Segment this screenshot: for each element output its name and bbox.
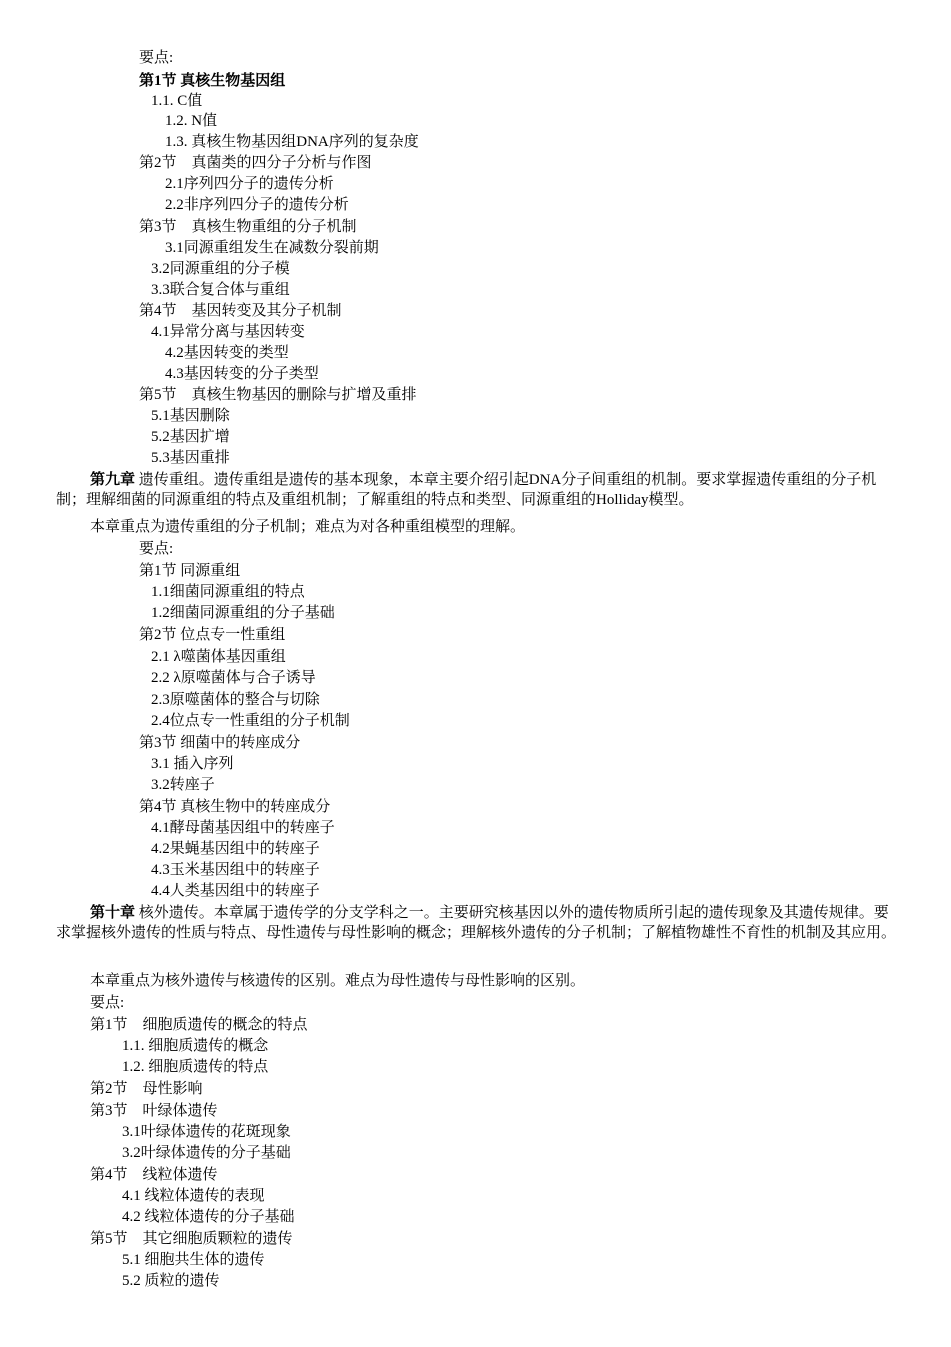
subsection: 5.2基因扩增 — [151, 429, 230, 445]
subsection: 4.3玉米基因组中的转座子 — [151, 862, 320, 878]
section-heading: 第1节 同源重组 — [139, 563, 241, 579]
section-heading: 第1节 真核生物基因组 — [139, 73, 286, 89]
subsection: 4.3基因转变的分子类型 — [165, 366, 319, 382]
key-points-label: 要点: — [139, 50, 174, 66]
subsection: 4.4人类基因组中的转座子 — [151, 883, 320, 899]
chapter-focus-text: 本章重点为核外遗传与核遗传的区别。难点为母性遗传与母性影响的区别。 — [90, 973, 586, 989]
subsection: 2.1序列四分子的遗传分析 — [165, 176, 334, 192]
section-heading: 第2节 位点专一性重组 — [139, 627, 286, 643]
subsection: 4.1 线粒体遗传的表现 — [122, 1188, 265, 1204]
chapter-intro-text: 核外遗传。本章属于遗传学的分支学科之一。主要研究核基因以外的遗传物质所引起的遗传现象及其遗传规律。要求掌握核外遗传的性质与特点、母性遗传与母性影响的概念；理解核外遗传的分子机制；了解植物雄性不育性的机制及其应用。 — [56, 905, 897, 941]
subsection: 1.1. 细胞质遗传的概念 — [122, 1038, 269, 1054]
chapter-focus-text: 本章重点为遗传重组的分子机制；难点为对各种重组模型的理解。 — [90, 519, 526, 535]
section-heading: 第5节 其它细胞质颗粒的遗传 — [90, 1231, 293, 1247]
section-heading: 第2节 真菌类的四分子分析与作图 — [139, 155, 372, 171]
subsection: 3.2同源重组的分子模 — [151, 261, 290, 277]
subsection: 4.2 线粒体遗传的分子基础 — [122, 1209, 295, 1225]
subsection: 5.1基因删除 — [151, 408, 230, 424]
subsection: 4.1异常分离与基因转变 — [151, 324, 305, 340]
subsection: 3.3联合复合体与重组 — [151, 282, 290, 298]
subsection: 3.1叶绿体遗传的花斑现象 — [122, 1124, 291, 1140]
chapter-title: 第九章 — [90, 472, 136, 488]
section-heading: 第1节 细胞质遗传的概念的特点 — [90, 1017, 308, 1033]
subsection: 1.3. 真核生物基因组DNA序列的复杂度 — [165, 134, 419, 150]
subsection: 4.1酵母菌基因组中的转座子 — [151, 820, 335, 836]
subsection: 2.3原噬菌体的整合与切除 — [151, 692, 320, 708]
chapter-intro-paragraph — [56, 470, 896, 510]
section-heading: 第3节 叶绿体遗传 — [90, 1103, 218, 1119]
subsection: 2.1 λ噬菌体基因重组 — [151, 649, 286, 665]
subsection: 2.4位点专一性重组的分子机制 — [151, 713, 350, 729]
key-points-label: 要点: — [90, 995, 125, 1011]
subsection: 2.2非序列四分子的遗传分析 — [165, 197, 349, 213]
subsection: 5.3基因重排 — [151, 450, 230, 466]
section-heading: 第3节 细菌中的转座成分 — [139, 735, 301, 751]
key-points-label: 要点: — [139, 541, 174, 557]
subsection: 1.1细菌同源重组的特点 — [151, 584, 305, 600]
section-heading: 第3节 真核生物重组的分子机制 — [139, 219, 357, 235]
subsection: 1.1. C值 — [151, 93, 203, 109]
subsection: 3.1同源重组发生在减数分裂前期 — [165, 240, 379, 256]
section-heading: 第5节 真核生物基因的删除与扩增及重排 — [139, 387, 417, 403]
section-heading: 第4节 线粒体遗传 — [90, 1167, 218, 1183]
subsection: 5.2 质粒的遗传 — [122, 1273, 220, 1289]
subsection: 3.2叶绿体遗传的分子基础 — [122, 1145, 291, 1161]
subsection: 2.2 λ原噬菌体与合子诱导 — [151, 670, 316, 686]
subsection: 1.2. N值 — [165, 113, 218, 129]
chapter-intro-paragraph — [56, 903, 896, 943]
chapter-intro-text: 遗传重组。遗传重组是遗传的基本现象，本章主要介绍引起DNA分子间重组的机制。要求掌握遗传重组的分子机制；理解细菌的同源重组的特点及重组机制；了解重组的特点和类型、同源重组的Holliday模型。 — [56, 472, 877, 508]
subsection: 3.2转座子 — [151, 777, 215, 793]
section-heading: 第2节 母性影响 — [90, 1081, 203, 1097]
subsection: 4.2基因转变的类型 — [165, 345, 289, 361]
section-heading: 第4节 真核生物中的转座成分 — [139, 799, 331, 815]
subsection: 4.2果蝇基因组中的转座子 — [151, 841, 320, 857]
subsection: 3.1 插入序列 — [151, 756, 234, 772]
subsection: 5.1 细胞共生体的遗传 — [122, 1252, 265, 1268]
chapter-title: 第十章 — [90, 905, 136, 921]
subsection: 1.2细菌同源重组的分子基础 — [151, 605, 335, 621]
section-heading: 第4节 基因转变及其分子机制 — [139, 303, 342, 319]
subsection: 1.2. 细胞质遗传的特点 — [122, 1059, 269, 1075]
